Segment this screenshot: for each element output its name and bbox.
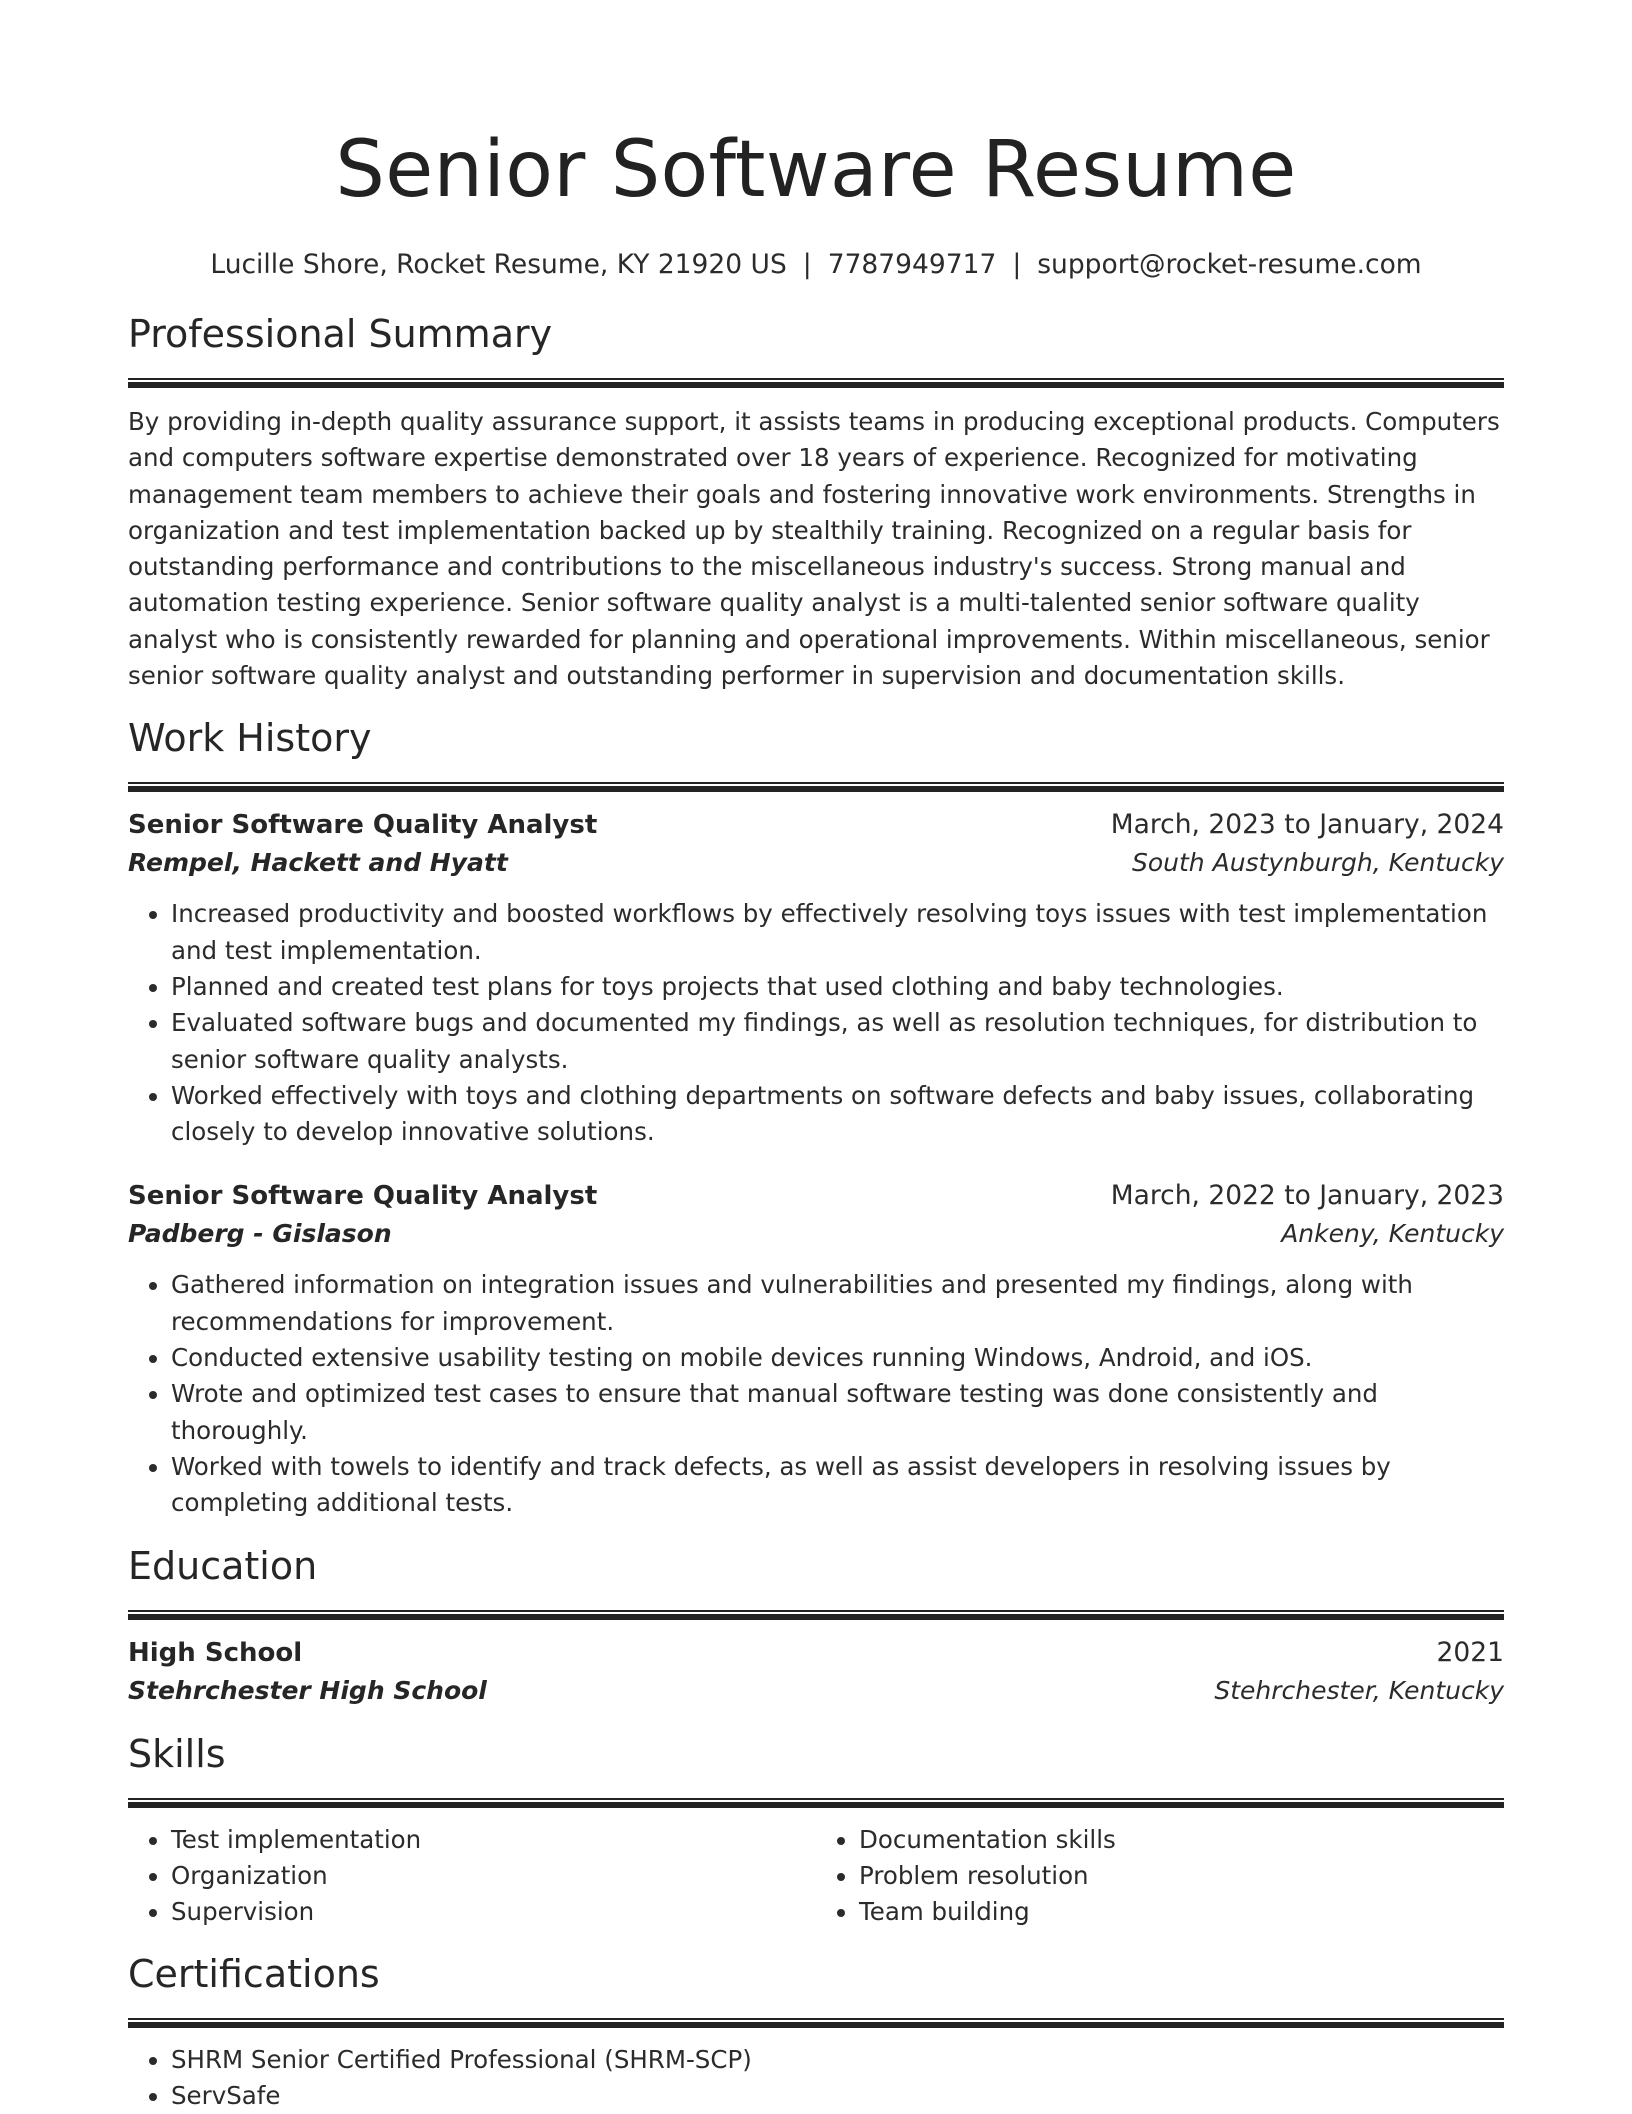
job-entry bbox=[128, 806, 1504, 1150]
section-divider bbox=[128, 378, 1504, 388]
contact-address: Lucille Shore, Rocket Resume, KY 21920 US bbox=[210, 249, 787, 280]
education-location: Stehrchester, Kentucky bbox=[1214, 1675, 1504, 1705]
skill-item: • Team building bbox=[859, 1894, 1504, 1930]
section-divider bbox=[128, 2018, 1504, 2028]
summary-text: By providing in-depth quality assurance support, it assists teams in producing exceptional products. Computers and computers software expertise demonstrated over 18 years of experience. Recognized for motivating management team members to achieve their goals and fostering innovative work environments. Strengths in organization and test implementation backed up by stealthily training. Recognized on a regular basis for outstanding performance and contributions to the miscellaneous industry's success. Strong manual and automation testing experience. Senior software quality analyst is a multi-talented senior software quality analyst who is consistently rewarded for planning and operational improvements. Within miscellaneous, senior senior software quality analyst and outstanding performer in supervision and documentation skills. bbox=[128, 407, 1500, 691]
job-title-row bbox=[128, 1177, 1504, 1215]
job-dates: March, 2022 to January, 2023 bbox=[1110, 1180, 1504, 1212]
list-item: • Wrote and optimized test cases to ensure that manual software testing was done consistently and thoroughly. bbox=[171, 1376, 1504, 1449]
job-employer: Padberg - Gislason bbox=[128, 1219, 392, 1249]
section-heading-summary: Professional Summary bbox=[128, 312, 553, 356]
contact-line bbox=[128, 247, 1504, 283]
certification-item: • SHRM Senior Certified Professional (SHRM-SCP) bbox=[171, 2042, 1504, 2078]
skills-column-left bbox=[128, 1822, 816, 1930]
section-heading-skills: Skills bbox=[128, 1731, 226, 1776]
job-employer-row bbox=[128, 844, 1504, 882]
section-divider bbox=[128, 782, 1504, 792]
education-year: 2021 bbox=[1436, 1636, 1504, 1668]
list-item: • Increased productivity and boosted workflows by effectively resolving toys issues with test implementation and test implementation. bbox=[171, 896, 1504, 969]
list-item: • Gathered information on integration issues and vulnerabilities and presented my findings, along with recommendations for improvement. bbox=[171, 1267, 1504, 1340]
skills-grid bbox=[128, 1822, 1504, 1930]
list-item: • Evaluated software bugs and documented my findings, as well as resolution techniques, for distribution to senior software quality analysts. bbox=[171, 1005, 1504, 1078]
section-heading-education: Education bbox=[128, 1543, 318, 1588]
job-employer-row bbox=[128, 1215, 1504, 1253]
list-item: • Worked effectively with toys and clothing departments on software defects and baby issues, collaborating closely to develop innovative solutions. bbox=[171, 1078, 1504, 1151]
section-heading-work: Work History bbox=[128, 716, 372, 761]
summary-section bbox=[128, 310, 1504, 694]
education-degree: High School bbox=[128, 1637, 303, 1668]
job-location: Ankeny, Kentucky bbox=[1281, 1219, 1504, 1249]
certifications-list bbox=[128, 2042, 1504, 2114]
section-divider bbox=[128, 1610, 1504, 1620]
job-bullets bbox=[128, 896, 1504, 1150]
skills-section bbox=[128, 1730, 1504, 1930]
certification-item: • ServSafe bbox=[171, 2078, 1504, 2114]
education-school-row bbox=[128, 1672, 1504, 1710]
skill-item: • Supervision bbox=[171, 1894, 816, 1930]
job-title: Senior Software Quality Analyst bbox=[128, 1181, 598, 1212]
contact-phone: 7787949717 bbox=[827, 249, 997, 280]
job-title: Senior Software Quality Analyst bbox=[128, 810, 598, 841]
work-history-section bbox=[128, 714, 1504, 1521]
list-item: • Worked with towels to identify and track defects, as well as assist developers in resolving issues by completing additional tests. bbox=[171, 1449, 1504, 1522]
contact-email: support@rocket-resume.com bbox=[1037, 249, 1422, 280]
job-dates: March, 2023 to January, 2024 bbox=[1110, 809, 1504, 841]
skills-column-right bbox=[816, 1822, 1504, 1930]
list-item: • Planned and created test plans for toys projects that used clothing and baby technologies. bbox=[171, 969, 1504, 1005]
certifications-section bbox=[128, 1950, 1504, 2114]
skill-item: • Organization bbox=[171, 1858, 816, 1894]
section-divider bbox=[128, 1798, 1504, 1808]
job-employer: Rempel, Hackett and Hyatt bbox=[128, 848, 508, 878]
contact-separator: | bbox=[1012, 249, 1022, 280]
job-location: South Austynburgh, Kentucky bbox=[1131, 848, 1504, 878]
section-heading-certifications: Certifications bbox=[128, 1951, 380, 1996]
contact-separator: | bbox=[802, 249, 812, 280]
job-title-row bbox=[128, 806, 1504, 844]
education-degree-row bbox=[128, 1634, 1504, 1672]
skill-item: • Documentation skills bbox=[859, 1822, 1504, 1858]
skill-item: • Problem resolution bbox=[859, 1858, 1504, 1894]
resume-title: Senior Software Resume bbox=[335, 125, 1297, 215]
skill-item: • Test implementation bbox=[171, 1822, 816, 1858]
list-item: • Conducted extensive usability testing on mobile devices running Windows, Android, and iOS. bbox=[171, 1340, 1504, 1376]
job-bullets bbox=[128, 1267, 1504, 1521]
education-section bbox=[128, 1542, 1504, 1710]
education-entry bbox=[128, 1634, 1504, 1710]
job-entry bbox=[128, 1177, 1504, 1521]
education-school: Stehrchester High School bbox=[128, 1675, 487, 1705]
